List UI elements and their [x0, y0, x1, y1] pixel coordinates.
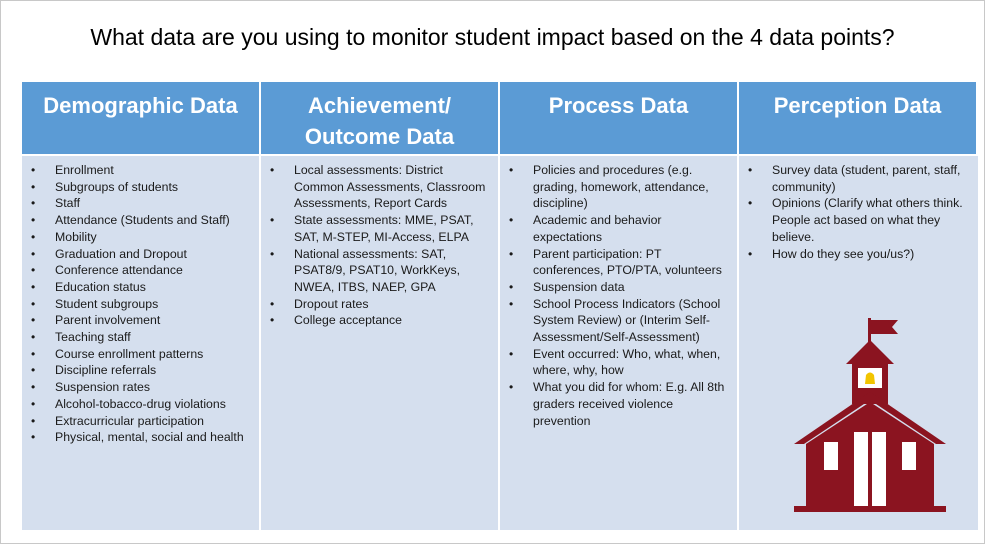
list-item: • Student subgroups [30, 296, 253, 313]
slide-title: What data are you using to monitor student impact based on the 4 data points? [90, 24, 895, 50]
list-item: • Suspension data [508, 279, 731, 296]
list-item: • College acceptance [269, 312, 492, 329]
list-item: • Mobility [30, 229, 253, 246]
flag-icon [871, 320, 898, 334]
header-achievement [261, 82, 500, 154]
cell-demographic [22, 154, 261, 530]
schoolhouse-icon [794, 316, 946, 512]
list-item: • Policies and procedures (e.g. grading, homework, attendance, discipline) [508, 162, 731, 212]
header-process: Process Data [500, 82, 739, 154]
list-item: • Subgroups of students [30, 179, 253, 196]
list-item: • Dropout rates [269, 296, 492, 313]
list-item: • Parent participation: PT conferences, PTO/PTA, volunteers [508, 246, 731, 279]
list-item: • How do they see you/us?) [747, 246, 972, 263]
list-item: • Education status [30, 279, 253, 296]
list-item: • Parent involvement [30, 312, 253, 329]
foundation [794, 506, 946, 512]
right-door [872, 432, 886, 506]
list-item: • Physical, mental, social and health [30, 429, 253, 446]
list-item: • Course enrollment patterns [30, 346, 253, 363]
list-item: • What you did for whom: E.g. All 8th graders received violence prevention [508, 379, 731, 429]
left-window [824, 442, 838, 470]
cell-achievement [261, 154, 500, 530]
process-list [508, 162, 731, 429]
list-item: • Local assessments: District Common Assessments, Classroom Assessments, Report Cards [269, 162, 492, 212]
cell-process [500, 154, 739, 530]
list-item: • Conference attendance [30, 262, 253, 279]
list-item: • Extracurricular participation [30, 413, 253, 430]
list-item: • Suspension rates [30, 379, 253, 396]
list-item: • Alcohol-tobacco-drug violations [30, 396, 253, 413]
right-window [902, 442, 916, 470]
list-item: • Opinions (Clarify what others think. People act based on what they believe. [747, 195, 972, 245]
header-perception: Perception Data [739, 82, 978, 154]
list-item: • Attendance (Students and Staff) [30, 212, 253, 229]
list-item: • Staff [30, 195, 253, 212]
list-item: • School Process Indicators (School System Review) or (Interim Self-Assessment/Self-Assessment) [508, 296, 731, 346]
list-item: • Discipline referrals [30, 362, 253, 379]
list-item: • Academic and behavior expectations [508, 212, 731, 245]
perception-list [747, 162, 972, 262]
list-item: • National assessments: SAT, PSAT8/9, PSAT10, WorkKeys, NWEA, ITBS, NAEP, GPA [269, 246, 492, 296]
header-demographic: Demographic Data [22, 82, 261, 154]
list-item: • Event occurred: Who, what, when, where, why, how [508, 346, 731, 379]
header-achievement-text: Achievement/ Outcome Data [304, 93, 455, 149]
list-item: • Teaching staff [30, 329, 253, 346]
achievement-list [269, 162, 492, 329]
list-item: • Survey data (student, parent, staff, community) [747, 162, 972, 195]
list-item: • Graduation and Dropout [30, 246, 253, 263]
left-door [854, 432, 868, 506]
list-item: • State assessments: MME, PSAT, SAT, M-STEP, MI-Access, ELPA [269, 212, 492, 245]
list-item: • Enrollment [30, 162, 253, 179]
demographic-list [30, 162, 253, 446]
tower-roof [846, 340, 894, 364]
